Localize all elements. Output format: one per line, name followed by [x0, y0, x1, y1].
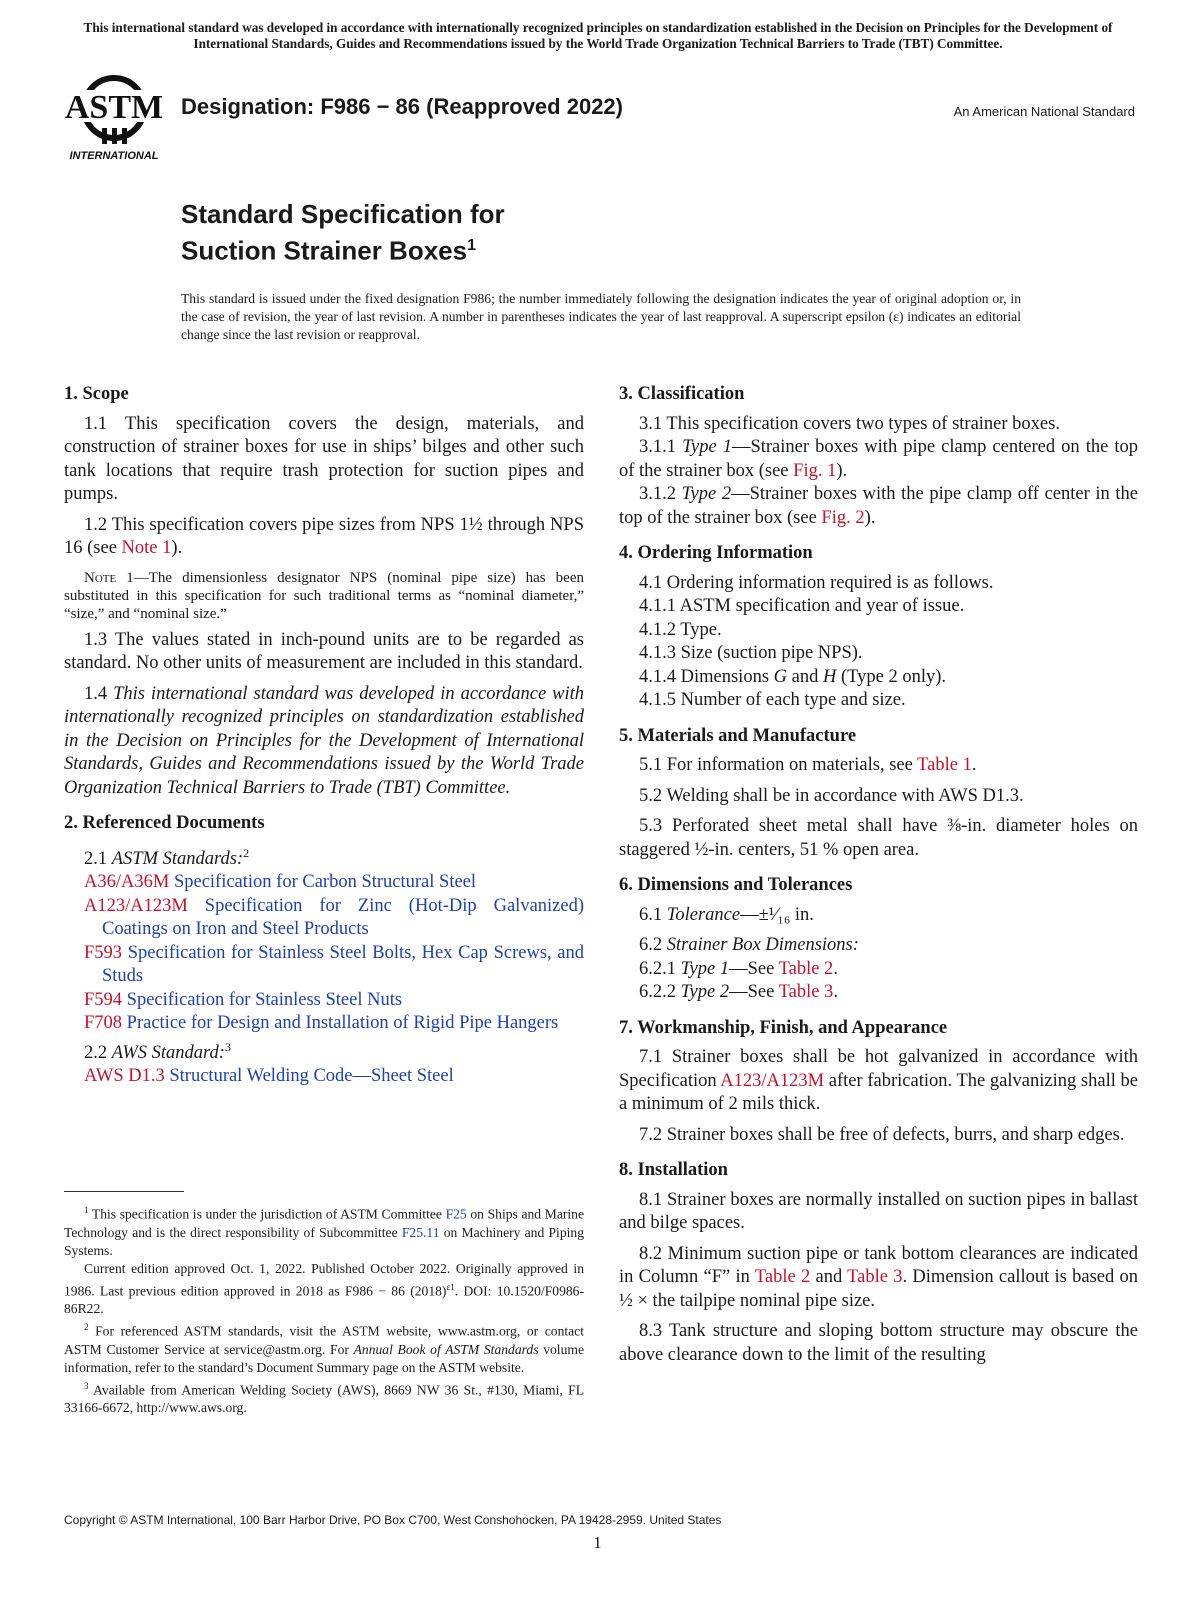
footnote-2: $^2$ For referenced ASTM standards, visit the ASTM website, www.astm.org, or contact ASTM Customer Service at service@astm.org. For Annual Book of ASTM Standards volume information, refer to the standard’s Document Summary page on the ASTM website. [64, 1322, 584, 1375]
para-6-2: 6.2 Strainer Box Dimensions: [639, 935, 859, 955]
table-3-link[interactable]: Table 3 [778, 982, 834, 1002]
page-number: 1 [593, 1533, 602, 1552]
footnote-1: $^1$ This specification is under the jurisdiction of ASTM Committee F25 on Ships and Marine Technology and is the direct responsibility of Subcommittee F25.11 on Machinery and Piping Systems. [64, 1205, 585, 1258]
para-4-1-1: 4.1.1 ASTM specification and year of issue. [639, 596, 965, 616]
a123-link[interactable]: A123/A123M [720, 1070, 825, 1091]
note-1-link[interactable]: Note 1 [121, 538, 172, 558]
para-6-2-1: 6.2.1 Type 1—See Table 2. [639, 958, 838, 979]
footnote-1-edition: Current edition approved Oct. 1, 2022. Published October 2022. Originally approved in 1986. Last previous edition approved in 2018 as F986 − 86 $(2018)^{\varepsilon 1}$. DOI: 10.1520/F0986-86R22. [64, 1260, 584, 1317]
page-title [181, 198, 505, 267]
section-heading-materials: 5. Materials and Manufacture [619, 725, 857, 746]
copyright: Copyright © ASTM International, 100 Barr Harbor Drive, PO Box C700, West Conshohocken, PA 19428-2959. United States [64, 1513, 722, 1527]
para-5-2: 5.2 Welding shall be in accordance with AWS D1.3. [639, 785, 1024, 806]
title-line-1: Standard Specification for [181, 199, 505, 229]
para-5-1: 5.1 For information on materials, see Table 1. [639, 755, 977, 775]
table-3-link-2[interactable]: Table 3 [847, 1267, 903, 1287]
section-heading-scope: 1. Scope [64, 384, 129, 404]
para-8-2: 8.2 Minimum suction pipe or tank bottom clearances are indicated in Column “F” in Table 2 and Table 3. Dimension callout is based on ½ × the tailpipe nominal pipe size. [619, 1243, 1139, 1311]
para-7-1: 7.1 Strainer boxes shall be hot galvanized in accordance with Specification A123/A123M after fabrication. The galvanizing shall be a minimum of 2 mils thick. [619, 1047, 1138, 1114]
para-1-1: 1.1 This specification covers the design, materials, and construction of strainer boxes for use in ships’ bilges and other such tank locations that require trash protection for suction pipes and pumps. [64, 413, 584, 504]
para-6-1: 6.1 Tolerance—±¹⁄₁₆ in. [639, 904, 814, 925]
para-1-2: 1.2 This specification covers pipe sizes from NPS 1½ through NPS 16 (see Note 1). [64, 514, 584, 558]
astm-logo-icon [62, 70, 172, 165]
table-1-link[interactable]: Table 1 [917, 755, 972, 775]
footnote-divider [64, 1191, 184, 1192]
section-heading-workmanship: 7. Workmanship, Finish, and Appearance [619, 1017, 948, 1038]
svg-text:ASTM: ASTM [64, 89, 164, 126]
section-heading-classification: 3. Classification [619, 384, 745, 404]
table-2-link-2[interactable]: Table 2 [754, 1267, 811, 1287]
issuance-statement: This standard is issued under the fixed designation F986; the number immediately following the designation indicates the year of original adoption or, in the case of revision, the year of last revision. A number in parentheses indicates the year of last reapproval. A superscript epsilon (ε) indicates an editorial change since the last revision or reapproval. [181, 291, 1021, 342]
para-1-3: 1.3 The values stated in inch-pound units are to be regarded as standard. No other units of measurement are included in this standard. [64, 629, 584, 673]
para-1-4: 1.4 This international standard was developed in accordance with internationally recognized principles on standardization established in the Decision on Principles for the Development of International Standards, Guides and Recommendations issued by the World Trade Organization Technical Barriers to Trade (TBT) Committee. [64, 683, 585, 798]
para-8-3: 8.3 Tank structure and sloping bottom structure may obscure the above clearance down to the limit of the resulting [619, 1321, 1138, 1365]
footnotes [64, 1201, 584, 1417]
para-4-1-3: 4.1.3 Size (suction pipe NPS). [639, 643, 863, 663]
section-heading-ordering: 4. Ordering Information [619, 543, 813, 563]
ref-a36[interactable]: A36/A36M Specification for Carbon Structural Steel [84, 872, 477, 893]
title-line-2: Suction Strainer Boxes$^1$ [181, 235, 476, 266]
right-column [619, 383, 1138, 1367]
para-5-3: 5.3 Perforated sheet metal shall have ⅜-in. diameter holes on staggered ½-in. centers, 51 % open area. [619, 816, 1138, 860]
para-3-1: 3.1 This specification covers two types of strainer boxes. [639, 413, 1060, 434]
note-1: Note 1—The dimensionless designator NPS (nominal pipe size) has been substituted in this specification for such traditional terms as “nominal diameter,” “size,” and “nominal size.” [64, 569, 584, 622]
para-3-1-2: 3.1.2 Type 2—Strainer boxes with the pipe clamp off center in the top of the strainer box (see Fig. 2). [619, 484, 1139, 528]
table-2-link[interactable]: Table 2 [778, 958, 834, 979]
ref-f593[interactable]: F593 Specification for Stainless Steel Bolts, Hex Cap Screws, and Studs [84, 942, 585, 987]
section-heading-installation: 8. Installation [619, 1160, 728, 1180]
left-column [64, 383, 584, 1089]
para-2-2: 2.2 AWS Standard:$^3$ [84, 1039, 231, 1063]
ref-f594[interactable]: F594 Specification for Stainless Steel Nuts [84, 989, 403, 1010]
f25-11-link[interactable]: F25.11 [401, 1224, 440, 1240]
svg-text:INTERNATIONAL: INTERNATIONAL [69, 150, 159, 162]
para-2-1: 2.1 ASTM Standards:$^2$ [84, 845, 250, 869]
title-footnote-ref[interactable]: 1 [467, 237, 476, 254]
para-4-1-5: 4.1.5 Number of each type and size. [639, 690, 906, 710]
para-4-1-4: 4.1.4 Dimensions G and H (Type 2 only). [639, 666, 947, 687]
fig-1-link[interactable]: Fig. 1 [793, 460, 837, 481]
fig-2-link[interactable]: Fig. 2 [821, 507, 865, 528]
section-heading-dimensions: 6. Dimensions and Tolerances [619, 875, 853, 895]
para-3-1-1: 3.1.1 Type 1—Strainer boxes with pipe clamp centered on the top of the strainer box (see Fig. 1). [619, 437, 1138, 481]
ref-a123[interactable]: A123/A123M Specification for Zinc (Hot-Dip Galvanized) Coatings on Iron and Steel Products [84, 895, 585, 940]
ref-f708[interactable]: F708 Practice for Design and Installation of Rigid Pipe Hangers [84, 1013, 559, 1034]
footnote-3: $^3$ Available from American Welding Society (AWS), 8669 NW 36 St., #130, Miami, FL 33166-6672, http://www.aws.org. [64, 1380, 584, 1416]
para-4-1: 4.1 Ordering information required is as follows. [639, 572, 994, 593]
american-national-standard: An American National Standard [953, 104, 1135, 119]
para-4-1-2: 4.1.2 Type. [639, 619, 722, 640]
ref-aws-d1-3[interactable]: AWS D1.3 Structural Welding Code—Sheet Steel [84, 1066, 454, 1087]
f25-link[interactable]: F25 [445, 1206, 467, 1222]
para-7-2: 7.2 Strainer boxes shall be free of defects, burrs, and sharp edges. [639, 1124, 1125, 1145]
para-8-1: 8.1 Strainer boxes are normally installed on suction pipes in ballast and bilge spaces. [619, 1189, 1138, 1233]
tbt-notice: This international standard was developed in accordance with internationally recognized principles on standardization established in the Decision on Principles for the Development of International Standards, Guides and Recommendations issued by the World Trade Organization Technical Barriers to Trade (TBT) Committee. [83, 20, 1113, 51]
para-6-2-2: 6.2.2 Type 2—See Table 3. [639, 982, 838, 1002]
section-heading-referenced-documents: 2. Referenced Documents [64, 813, 265, 833]
designation: Designation: F986 − 86 (Reapproved 2022) [181, 94, 623, 119]
